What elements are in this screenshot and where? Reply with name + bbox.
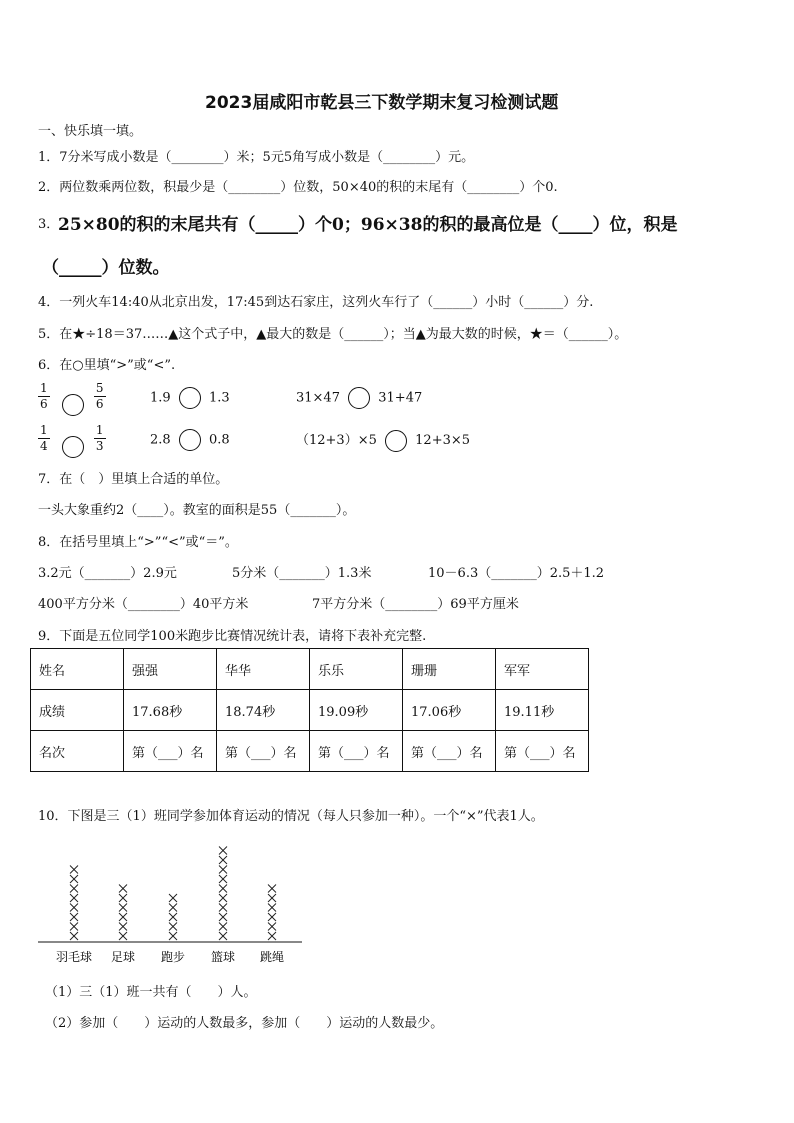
question-1: 1．7分米写成小数是（________）米；5元5角写成小数是（________）元。 [38,150,475,165]
cross-mark [119,913,127,921]
q8-item: 10－6.3（_______）2.5＋1.2 [428,566,605,581]
cross-mark [268,923,276,931]
cross-mark [268,885,276,893]
q6-compare-c: 31×47 31+47 [296,387,422,409]
rank-blank[interactable]: 第（___）名 [217,731,310,772]
cross-mark [219,875,227,883]
cross-mark [169,894,177,902]
cross-mark [70,904,78,912]
q8-item: 3.2元（_______）2.9元 [38,566,177,581]
question-10-sub1: （1）三（1）班一共有（ ）人。 [45,985,257,1000]
cross-mark [70,932,78,940]
category-label: 跑步 [160,950,186,964]
cross-mark [119,904,127,912]
q6-row-2 [38,423,106,458]
section-heading: 一、快乐填一填。 [38,124,143,139]
table-cell: 名次 [31,731,124,772]
table-cell: 17.06秒 [403,690,496,731]
cross-mark [169,923,177,931]
cross-mark [119,932,127,940]
cross-mark [219,847,227,855]
table-row [31,649,589,690]
compare-circle[interactable] [385,430,407,452]
cross-mark [169,932,177,940]
q6-row-1 [38,381,106,416]
cross-pictograph-chart [30,830,320,970]
q8-item: 7平方分米（________）69平方厘米 [312,597,519,612]
table-cell: 19.11秒 [496,690,589,731]
page-title: 2023届咸阳市乾县三下数学期末复习检测试题 [205,93,559,113]
table-cell: 强强 [124,649,217,690]
cross-mark [70,875,78,883]
category-label: 篮球 [210,950,236,964]
question-7: 7．在（ ）里填上合适的单位。 [38,472,229,487]
table-cell: 华华 [217,649,310,690]
compare-circle[interactable] [62,436,84,458]
cross-mark [169,904,177,912]
table-cell: 乐乐 [310,649,403,690]
cross-mark [70,866,78,874]
q8-item: 5分米（_______）1.3米 [232,566,372,581]
cross-mark [119,885,127,893]
fraction: $\frac{1}{4}$ [40,423,48,453]
cross-mark [169,913,177,921]
q8-item: 400平方分米（________）40平方米 [38,597,249,612]
cross-mark [219,932,227,940]
cross-mark [268,932,276,940]
question-8: 8．在括号里填上“>”“<”或“＝”。 [38,535,238,550]
cross-mark [70,894,78,902]
compare-circle[interactable] [62,394,84,416]
q6-compare-f: （12+3）×5 12+3×5 [296,429,470,452]
question-5: 5．在★÷18＝37……▲这个式子中，▲最大的数是（______）；当▲为最大数的时候，★＝（______）。 [38,327,628,342]
race-results-table [30,648,589,772]
compare-circle[interactable] [179,387,201,409]
category-label: 羽毛球 [55,950,93,964]
rank-blank[interactable]: 第（___）名 [124,731,217,772]
question-9: 9．下面是五位同学100米跑步比赛情况统计表，请将下表补充完整. [38,629,427,644]
rank-blank[interactable]: 第（___）名 [496,731,589,772]
question-6: 6．在○里填“>”或“<”. [38,358,176,373]
fraction: $\frac{5}{6}$ [95,381,104,411]
cross-mark [219,856,227,864]
table-cell: 17.68秒 [124,690,217,731]
cross-mark [219,923,227,931]
question-3-line1: 25×80的积的末尾共有（_____）个0；96×38的积的最高位是（____）位，积是 [58,215,678,235]
table-cell: 军军 [496,649,589,690]
cross-mark [119,923,127,931]
q6-compare-b: 1.9 1.3 [150,387,230,409]
cross-mark [119,894,127,902]
question-4: 4．一列火车14:40从北京出发，17:45到达石家庄，这列火车行了（______）小时（______）分. [38,295,594,310]
rank-blank[interactable]: 第（___）名 [310,731,403,772]
cross-mark [70,923,78,931]
q6-compare-e: 2.8 0.8 [150,429,230,451]
cross-mark [268,913,276,921]
table-row [31,731,589,772]
compare-circle[interactable] [179,429,201,451]
table-cell: 珊珊 [403,649,496,690]
question-10: 10．下图是三（1）班同学参加体育运动的情况（每人只参加一种）。一个“×”代表1人。 [38,809,544,824]
question-7-line: 一头大象重约2（____）。教室的面积是55（_______）。 [38,503,356,518]
cross-mark [268,894,276,902]
fraction: $\frac{1}{3}$ [95,423,104,453]
question-10-sub2: （2）参加（ ）运动的人数最多，参加（ ）运动的人数最少。 [45,1016,444,1031]
table-row [31,690,589,731]
cross-mark [219,904,227,912]
cross-mark [70,913,78,921]
question-3-line2: （_____）位数。 [42,258,170,278]
fraction: $\frac{1}{6}$ [40,381,48,411]
category-label: 跳绳 [259,950,285,964]
compare-circle[interactable] [348,387,370,409]
category-label: 足球 [110,950,136,964]
cross-mark [219,913,227,921]
table-cell: 姓名 [31,649,124,690]
cross-mark [219,866,227,874]
table-cell: 成绩 [31,690,124,731]
cross-mark [219,885,227,893]
question-3-number: 3． [38,217,60,232]
table-cell: 18.74秒 [217,690,310,731]
cross-mark [70,885,78,893]
cross-mark [268,904,276,912]
question-2: 2．两位数乘两位数，积最少是（________）位数，50×40的积的末尾有（________）个0. [38,180,558,195]
rank-blank[interactable]: 第（___）名 [403,731,496,772]
cross-mark [219,894,227,902]
table-cell: 19.09秒 [310,690,403,731]
